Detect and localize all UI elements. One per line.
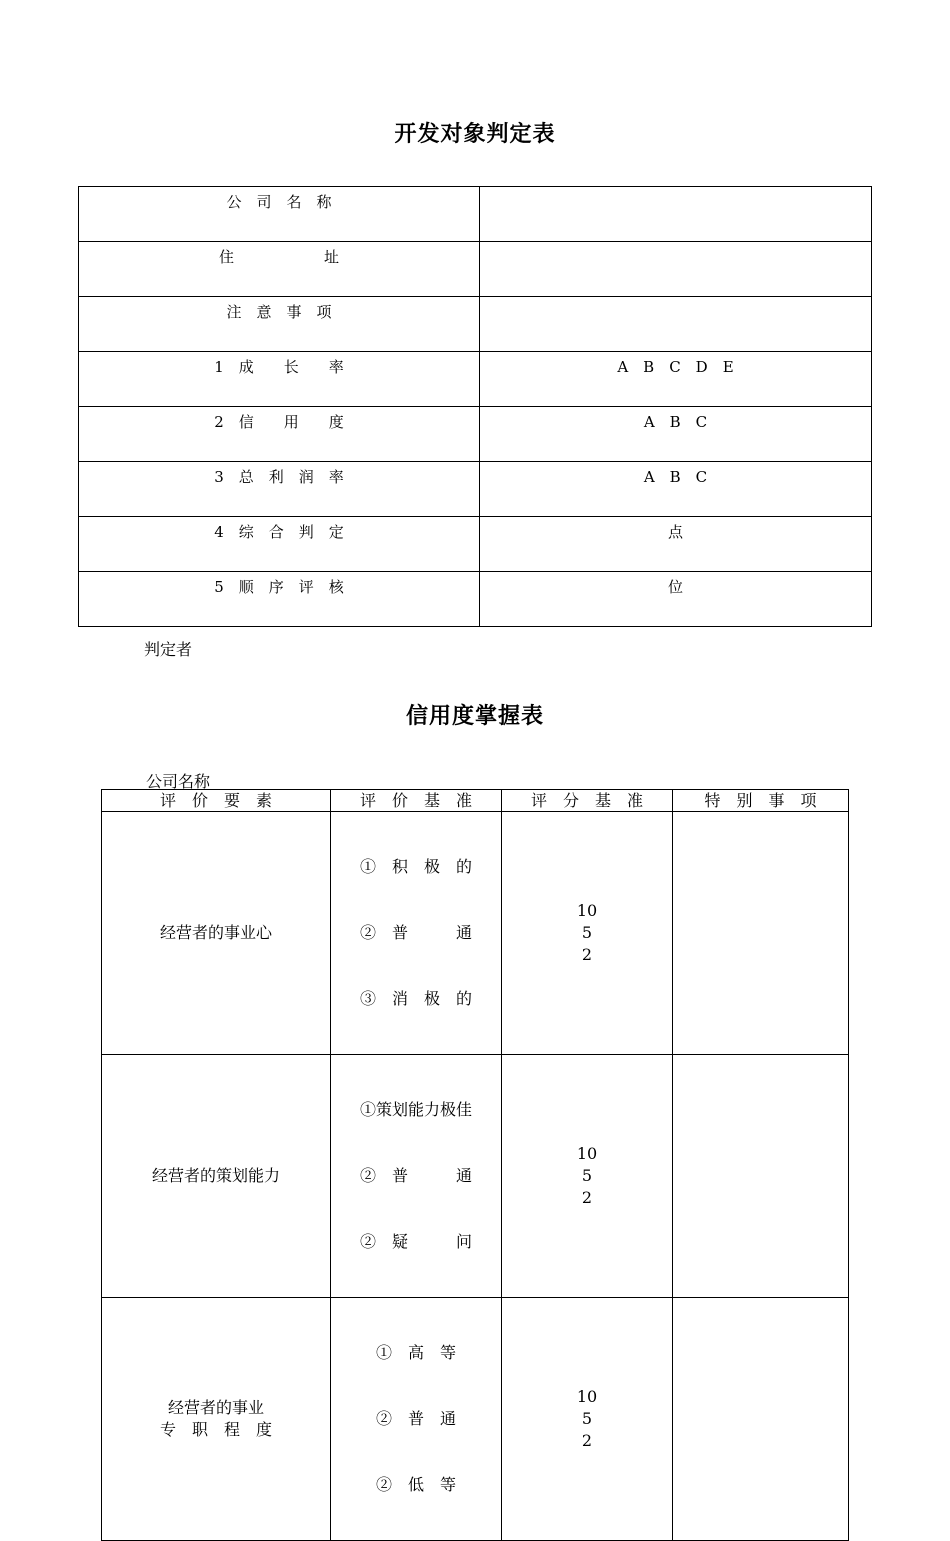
row-value-cell: [480, 572, 872, 627]
row-value: A B C: [643, 468, 708, 486]
scores-cell: [502, 1298, 673, 1541]
factor-text: 经营者的事业心: [159, 923, 272, 942]
table-row: [79, 242, 872, 297]
factor-text: 专 职 程 度: [159, 1420, 272, 1439]
row-label-cell: [79, 297, 480, 352]
row-label-cell: [79, 352, 480, 407]
row-value: A B C: [643, 413, 708, 431]
row-label-cell: [79, 407, 480, 462]
row-value-cell: [480, 352, 872, 407]
row-value: [480, 242, 871, 246]
score-item: 5: [581, 1166, 593, 1185]
score-item: 10: [576, 901, 598, 920]
factor-text: 经营者的事业: [167, 1398, 264, 1417]
development-target-table: [78, 186, 872, 627]
table-row: [102, 1298, 849, 1541]
row-label: 2 信 用 度: [214, 413, 344, 431]
scores-list: [502, 900, 672, 966]
score-item: 10: [576, 1144, 598, 1163]
criteria-item: ② 低 等: [375, 1475, 456, 1494]
row-label-cell: [79, 572, 480, 627]
table-row: [79, 297, 872, 352]
criteria-list: [360, 1055, 472, 1297]
notes-cell: [673, 1055, 849, 1298]
criteria-item: ① 高 等: [375, 1343, 456, 1362]
criteria-cell: [331, 1055, 502, 1298]
table-row: [102, 1055, 849, 1298]
criteria-item: ② 普 通: [359, 1166, 472, 1185]
row-value-cell: [480, 242, 872, 297]
scores-list: [502, 1143, 672, 1209]
table2-title: 信用度掌握表: [405, 704, 544, 729]
criteria-list: [360, 812, 472, 1054]
row-value-cell: [480, 407, 872, 462]
header-scores: 评 分 基 准: [502, 790, 673, 812]
score-item: 2: [581, 1188, 593, 1207]
criteria-item: ② 疑 问: [359, 1232, 472, 1251]
criteria-cell: [331, 812, 502, 1055]
table-row: [79, 572, 872, 627]
row-label: 5 顺 序 评 核: [214, 578, 344, 596]
table-row: [79, 462, 872, 517]
notes-cell: [673, 1298, 849, 1541]
factor-cell: [102, 812, 331, 1055]
factor-text: 经营者的策划能力: [151, 1166, 280, 1185]
table-row: [79, 187, 872, 242]
row-label-cell: [79, 517, 480, 572]
table1-title: 开发对象判定表: [394, 122, 556, 147]
header-criteria: 评 价 基 准: [331, 790, 502, 812]
criteria-item: ①策划能力极佳: [359, 1100, 472, 1119]
factor-cell: [102, 1055, 331, 1298]
score-item: 5: [581, 923, 593, 942]
row-label-cell: [79, 242, 480, 297]
row-value: 位: [667, 578, 683, 596]
criteria-cell: [331, 1298, 502, 1541]
score-item: 2: [581, 945, 593, 964]
row-label: 公 司 名 称: [226, 193, 332, 211]
scores-cell: [502, 812, 673, 1055]
row-label: 4 综 合 判 定: [214, 523, 344, 541]
score-item: 10: [576, 1387, 598, 1406]
row-value: [480, 187, 871, 191]
table-row: [79, 407, 872, 462]
row-label: 1 成 长 率: [214, 358, 344, 376]
criteria-item: ① 积 极 的: [359, 857, 472, 876]
criteria-item: ② 普 通: [359, 923, 472, 942]
scores-list: [502, 1386, 672, 1452]
row-value-cell: [480, 187, 872, 242]
row-value-cell: [480, 462, 872, 517]
row-label: 3 总 利 润 率: [214, 468, 344, 486]
header-row: [102, 790, 849, 812]
table-row: [102, 812, 849, 1055]
row-label: 注 意 事 项: [226, 303, 332, 321]
company-name-label: 公司名称: [146, 772, 211, 791]
criteria-item: ③ 消 极 的: [359, 989, 472, 1008]
header-factor: 评 价 要 素: [102, 790, 331, 812]
row-value-cell: [480, 517, 872, 572]
criteria-item: ② 普 通: [375, 1409, 456, 1428]
row-label-cell: [79, 462, 480, 517]
score-item: 5: [581, 1409, 593, 1428]
row-value-cell: [480, 297, 872, 352]
row-label: 住 址: [218, 248, 339, 266]
row-value: A B C D E: [617, 358, 734, 376]
table-row: [79, 352, 872, 407]
row-value: 点: [667, 523, 683, 541]
header-notes: 特 别 事 项: [673, 790, 849, 812]
credit-assessment-table: [101, 789, 849, 1541]
scores-cell: [502, 1055, 673, 1298]
row-label-cell: [79, 187, 480, 242]
notes-cell: [673, 812, 849, 1055]
factor-cell: [102, 1298, 331, 1541]
criteria-list: [376, 1298, 456, 1540]
row-value: [480, 297, 871, 301]
judge-label: 判定者: [144, 640, 193, 659]
score-item: 2: [581, 1431, 593, 1450]
table-row: [79, 517, 872, 572]
